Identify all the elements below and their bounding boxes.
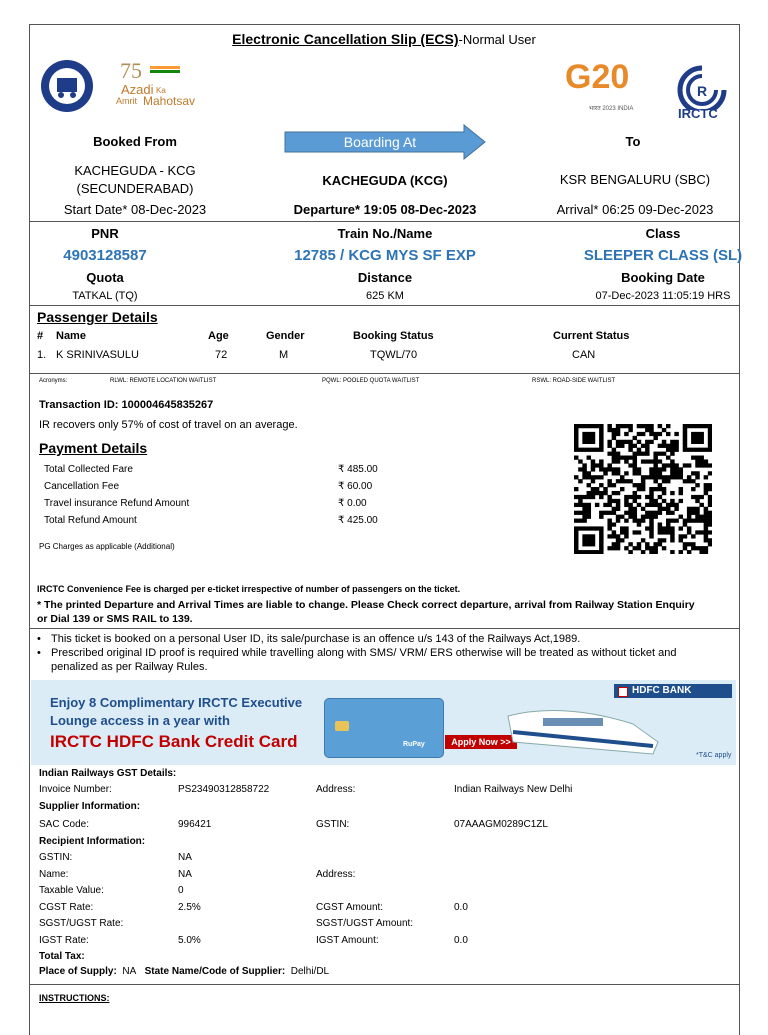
gstin-value: 07AAAGM0289C1ZL — [454, 819, 548, 830]
sgst-amount-label: SGST/UGST Amount: — [316, 918, 414, 929]
acronyms-label: Acronyms: — [39, 378, 68, 384]
azadi-ka-amrit-mahotsav-logo: 75 Azadi Ka Amrit Mahotsav — [116, 58, 196, 108]
boarding-station: KACHEGUDA (KCG) — [322, 173, 448, 188]
qr-code-icon — [574, 424, 712, 554]
to-station: KSR BENGALURU (SBC) — [559, 172, 711, 187]
recipient-gstin-label: GSTIN: — [39, 852, 73, 863]
passenger-details-title: Passenger Details — [37, 309, 158, 325]
start-date: Start Date* 08-Dec-2023 — [63, 202, 207, 217]
indian-railways-logo-icon — [38, 58, 96, 114]
passenger-header-age: Age — [208, 330, 229, 342]
pnr-label: PNR — [91, 226, 119, 241]
ad-line2: Lounge access in a year with — [50, 713, 230, 728]
boarding-at-label: Boarding At — [343, 134, 417, 150]
timing-note-line2: or Dial 139 or SMS RAIL to 139. — [37, 613, 193, 625]
tc-apply: *T&C apply — [696, 752, 732, 759]
hdfc-bank-icon — [618, 687, 628, 697]
sac-value: 996421 — [178, 819, 212, 830]
pg-charges-note: PG Charges as applicable (Additional) — [39, 542, 175, 551]
taxable-value: 0 — [178, 885, 184, 896]
card-chip-icon — [335, 721, 349, 731]
from-station: KACHEGUDA - KCG — [74, 163, 196, 178]
pnr-number: 4903128587 — [63, 247, 147, 264]
distance-label: Distance — [357, 270, 413, 285]
hdfc-logo-bar — [614, 684, 732, 698]
notice-bullet: • Prescribed original ID proof is required while travelling along with SMS/ VRM/ ERS otherwise will be treated as without ticket and — [51, 647, 676, 659]
igst-amount-label: IGST Amount: — [316, 935, 379, 946]
igst-rate-value: 5.0% — [178, 935, 201, 946]
cgst-rate-label: CGST Rate: — [39, 902, 94, 913]
sgst-rate-label: SGST/UGST Rate: — [39, 918, 124, 929]
passenger-booking-status: TQWL/70 — [370, 349, 418, 361]
payment-value: ₹ 485.00 — [338, 464, 378, 475]
notice-bullet-cont: penalized as per Railway Rules. — [51, 661, 208, 673]
booking-date-value: 07-Dec-2023 11:05:19 HRS — [595, 290, 731, 302]
hdfc-ad-banner[interactable] — [31, 680, 736, 765]
to-label: To — [625, 134, 641, 149]
igst-rate-label: IGST Rate: — [39, 935, 89, 946]
address-label: Address: — [316, 784, 356, 795]
passenger-age: 72 — [215, 349, 228, 361]
rupay-label: RuPay — [403, 741, 425, 748]
place-of-supply: Place of Supply: NA State Name/Code of Supplier: Delhi/DL — [39, 966, 330, 977]
transaction-id: Transaction ID: 100004645835267 — [39, 399, 214, 411]
quota-value: TATKAL (TQ) — [72, 290, 138, 302]
from-station-sub: (SECUNDERABAD) — [76, 181, 194, 196]
train-image-icon — [503, 694, 663, 762]
payment-label: Cancellation Fee — [44, 481, 120, 492]
travel-class: SLEEPER CLASS (SL) — [583, 247, 743, 264]
payment-value: ₹ 60.00 — [338, 481, 373, 492]
cgst-amount-label: CGST Amount: — [316, 902, 384, 913]
igst-amount-value: 0.0 — [454, 935, 468, 946]
cgst-rate-value: 2.5% — [178, 902, 201, 913]
acronym-pqwl: PQWL: POOLED QUOTA WAITLIST — [322, 378, 420, 384]
passenger-header-booking-status: Booking Status — [353, 330, 434, 342]
payment-value: ₹ 425.00 — [338, 515, 378, 526]
distance-value: 625 KM — [366, 290, 404, 302]
invoice-value: PS23490312858722 — [178, 784, 270, 795]
passenger-header-current-status: Current Status — [553, 330, 630, 342]
divider — [29, 984, 739, 985]
passenger-header-no: # — [37, 330, 44, 342]
notice-bullet: • This ticket is booked on a personal User ID, its sale/purchase is an offence u/s 143 of the Railways Act,1989. — [51, 633, 580, 645]
cgst-amount-value: 0.0 — [454, 902, 468, 913]
svg-text:R: R — [697, 83, 708, 99]
invoice-label: Invoice Number: — [39, 784, 112, 795]
train-label: Train No./Name — [337, 226, 433, 241]
departure-time: Departure* 19:05 08-Dec-2023 — [293, 202, 477, 217]
passenger-header-gender: Gender — [266, 330, 305, 342]
train-number-name: 12785 / KCG MYS SF EXP — [294, 247, 476, 264]
payment-details-title: Payment Details — [39, 440, 148, 456]
booked-from-label: Booked From — [93, 134, 177, 149]
divider — [29, 628, 739, 629]
passenger-gender: M — [279, 349, 289, 361]
gst-title: Indian Railways GST Details: — [39, 768, 177, 779]
taxable-value-label: Taxable Value: — [39, 885, 104, 896]
passenger-no: 1. — [37, 349, 47, 361]
payment-label: Total Refund Amount — [44, 515, 137, 526]
irctc-logo-icon — [672, 64, 732, 110]
supplier-info-label: Supplier Information: — [39, 801, 141, 812]
divider — [29, 305, 739, 306]
acronym-rswl: RSWL: ROAD-SIDE WAITLIST — [532, 378, 616, 384]
irctc-logo-text: IRCTC — [678, 106, 718, 121]
divider — [29, 373, 739, 374]
recipient-name-value: NA — [178, 869, 192, 880]
g20-logo: G20 भारत 2023 INDIA — [565, 58, 634, 112]
gstin-label: GSTIN: — [316, 819, 350, 830]
payment-label: Total Collected Fare — [44, 464, 133, 475]
total-tax-label: Total Tax: — [39, 951, 85, 962]
payment-value: ₹ 0.00 — [338, 498, 367, 509]
recipient-address-label: Address: — [316, 869, 356, 880]
booking-date-label: Booking Date — [621, 270, 705, 285]
recipient-name-label: Name: — [39, 869, 69, 880]
hdfc-bank-name: HDFC BANK — [632, 685, 692, 696]
divider — [29, 221, 739, 222]
page-title: Electronic Cancellation Slip (ECS)-Normal User — [232, 31, 536, 47]
acronym-rlwl: RLWL: REMOTE LOCATION WAITLIST — [110, 378, 217, 384]
arrival-time: Arrival* 06:25 09-Dec-2023 — [556, 202, 714, 217]
passenger-current-status: CAN — [572, 349, 596, 361]
class-label: Class — [645, 226, 681, 241]
ir-recovery-note: IR recovers only 57% of cost of travel on an average. — [39, 419, 298, 431]
address-value: Indian Railways New Delhi — [454, 784, 573, 795]
passenger-name: K SRINIVASULU — [56, 349, 139, 361]
sac-label: SAC Code: — [39, 819, 90, 830]
convenience-fee-note: IRCTC Convenience Fee is charged per e-ticket irrespective of number of passengers on the ticket. — [37, 584, 461, 594]
recipient-gstin-value: NA — [178, 852, 192, 863]
ad-line3: IRCTC HDFC Bank Credit Card — [50, 732, 298, 751]
quota-label: Quota — [86, 270, 124, 285]
credit-card-image — [324, 698, 444, 758]
instructions-title: INSTRUCTIONS: — [39, 993, 110, 1003]
timing-note-line1: * The printed Departure and Arrival Times are liable to change. Please Check correct departure, arrival from Railway Station Enquiry — [37, 599, 695, 611]
ad-line1: Enjoy 8 Complimentary IRCTC Executive — [50, 695, 303, 710]
payment-label: Travel insurance Refund Amount — [44, 498, 190, 509]
apply-now-button[interactable]: Apply Now >> — [445, 735, 517, 749]
recipient-info-label: Recipient Information: — [39, 836, 146, 847]
passenger-header-name: Name — [56, 330, 86, 342]
